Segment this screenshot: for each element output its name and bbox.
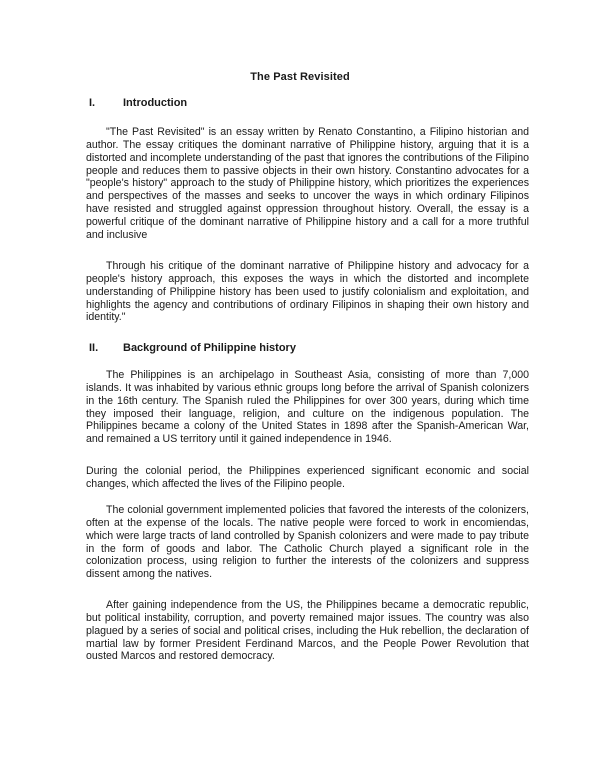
paragraph: The colonial government implemented policies that favored the interests of the colonizers, often at the expense of the locals. The native people were forced to work in encomiendas, which were large tracts of land controlled by Spanish colonizers and were made to pay tribute in the form of goods and labor. The Catholic Church played a significant role in the colonization process, using religion to further the interests of the colonizers and suppress dissent among the natives.	[86, 504, 529, 581]
section-number: I.	[89, 97, 96, 109]
paragraph: Through his critique of the dominant narrative of Philippine history and advocacy for a people's history approach, this exposes the ways in which the distorted and incomplete understanding of Philippine history has been used to justify colonialism and exploitation, and highlights the agency and contributions of ordinary Filipinos in shaping their own history and identity."	[86, 260, 529, 324]
document-title: The Past Revisited	[250, 71, 350, 83]
paragraph: The Philippines is an archipelago in Southeast Asia, consisting of more than 7,000 islands. It was inhabited by various ethnic groups long before the arrival of Spanish colonizers in the 16th century. The Spanish ruled the Philippines for over 300 years, during which time they imposed their language, religion, and culture on the indigenous population. The Philippines became a colony of the United States in 1898 after the Spanish-American War, and remained a US territory until it gained independence in 1946.	[86, 369, 529, 446]
section-title: Background of Philippine history	[123, 342, 296, 354]
paragraph: "The Past Revisited" is an essay written by Renato Constantino, a Filipino historian and author. The essay critiques the dominant narrative of Philippine history, arguing that it is a distorted and incomplete understanding of the past that ignores the contributions of the Filipino people and reduces them to passive objects in their own history. Constantino advocates for a "people's history" approach to the study of Philippine history, which prioritizes the experiences and perspectives of the masses and seeks to uncover the ways in which ordinary Filipinos have resisted and struggled against oppression throughout history. Overall, the essay is a powerful critique of the dominant narrative of Philippine history and a call for a more truthful and inclusive	[86, 126, 529, 241]
section-title: Introduction	[123, 97, 188, 109]
section-heading-background	[89, 342, 296, 354]
section-heading-introduction	[89, 97, 187, 109]
paragraph: After gaining independence from the US, the Philippines became a democratic republic, but political instability, corruption, and poverty remained major issues. The country was also plagued by a series of social and political crises, including the Huk rebellion, the declaration of martial law by former President Ferdinand Marcos, and the People Power Revolution that ousted Marcos and restored democracy.	[86, 599, 529, 663]
paragraph: During the colonial period, the Philippines experienced significant economic and social changes, which affected the lives of the Filipino people.	[86, 465, 529, 490]
section-number: II.	[89, 342, 99, 354]
